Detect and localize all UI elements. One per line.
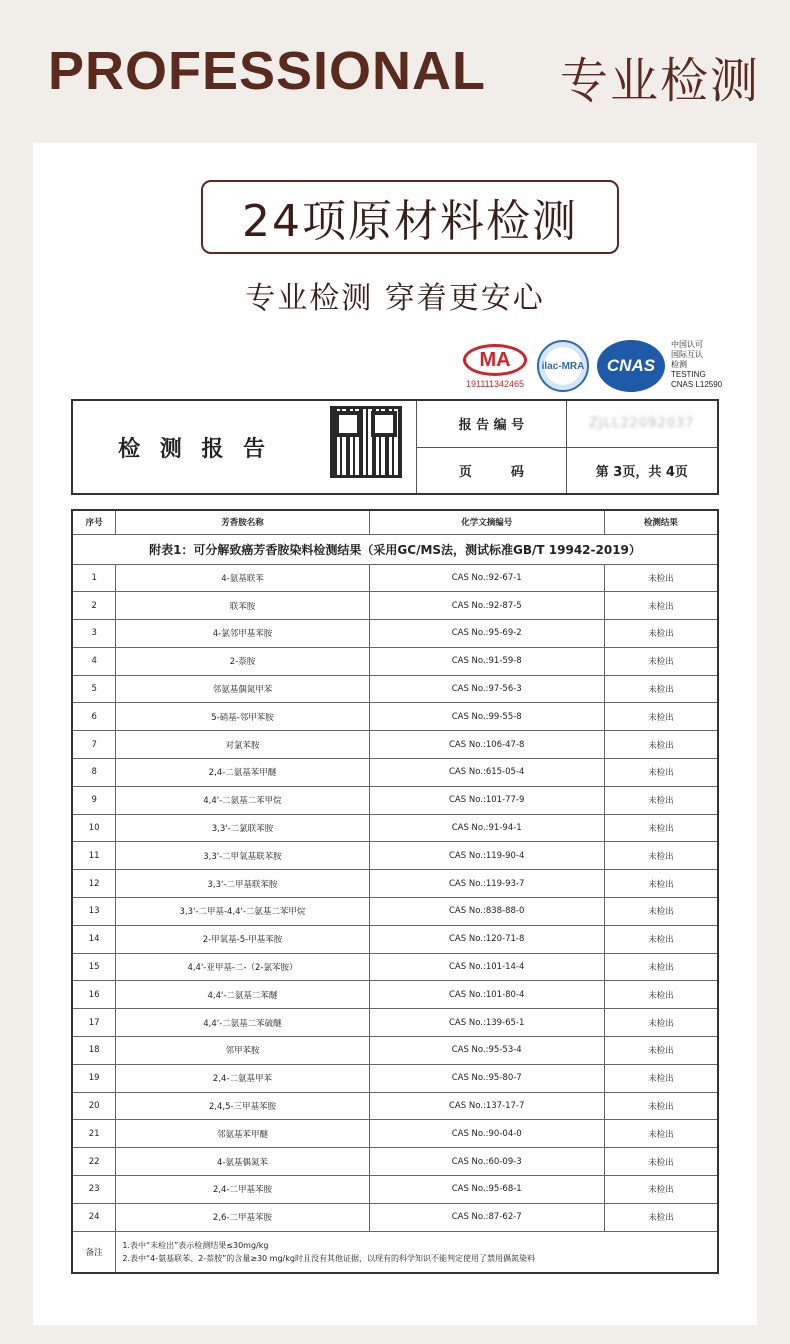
- amine-name: 3,3'-二氯联苯胺: [116, 814, 369, 842]
- test-result: 未检出: [604, 786, 718, 814]
- amine-name: 联苯胺: [116, 592, 369, 620]
- column-header: 序号: [72, 510, 116, 534]
- test-result: 未检出: [604, 620, 718, 648]
- page-header: [0, 0, 790, 140]
- table-row: [72, 1176, 718, 1204]
- row-index: 23: [72, 1176, 116, 1204]
- row-index: 16: [72, 981, 116, 1009]
- row-index: 14: [72, 925, 116, 953]
- cas-number: CAS No.:106-47-8: [369, 731, 604, 759]
- amine-name: 2,4-二氨基甲苯: [116, 1064, 369, 1092]
- cas-number: CAS No.:97-56-3: [369, 675, 604, 703]
- table-row: [72, 898, 718, 926]
- column-header: 化学文摘编号: [369, 510, 604, 534]
- cas-number: CAS No.:92-67-1: [369, 564, 604, 592]
- cas-number: CAS No.:91-94-1: [369, 814, 604, 842]
- row-index: 4: [72, 647, 116, 675]
- table-row: [72, 647, 718, 675]
- cas-number: CAS No.:87-62-7: [369, 1203, 604, 1231]
- table-row: [72, 870, 718, 898]
- banner-title-box: [201, 180, 619, 254]
- row-index: 2: [72, 592, 116, 620]
- amine-name: 2-甲氧基-5-甲基苯胺: [116, 925, 369, 953]
- test-result: 未检出: [604, 953, 718, 981]
- test-result: 未检出: [604, 1009, 718, 1037]
- column-header: 检测结果: [604, 510, 718, 534]
- table-row: [72, 1120, 718, 1148]
- results-table: [71, 509, 719, 1274]
- cnas-text-line: TESTING: [671, 370, 706, 379]
- cas-number: CAS No.:95-68-1: [369, 1176, 604, 1204]
- cnas-logo: CNAS: [597, 340, 665, 392]
- banner-subtitle: 专业检测 穿着更安心: [245, 281, 545, 316]
- column-header: 芳香胺名称: [116, 510, 369, 534]
- test-result: 未检出: [604, 814, 718, 842]
- table-row: [72, 564, 718, 592]
- cas-number: CAS No.:615-05-4: [369, 759, 604, 787]
- banner-title: 24项原材料检测: [242, 196, 578, 247]
- test-result: 未检出: [604, 675, 718, 703]
- amine-name: 3,3'-二甲氧基联苯胺: [116, 842, 369, 870]
- test-result: 未检出: [604, 870, 718, 898]
- note-label: 备注: [72, 1231, 116, 1273]
- cas-number: CAS No.:137-17-7: [369, 1092, 604, 1120]
- row-index: 7: [72, 731, 116, 759]
- amine-name: 4-氨基联苯: [116, 564, 369, 592]
- cas-number: CAS No.:90-04-0: [369, 1120, 604, 1148]
- amine-name: 4-氨基偶氮苯: [116, 1148, 369, 1176]
- cma-number: 191111342465: [465, 379, 525, 389]
- row-index: 1: [72, 564, 116, 592]
- report-info-table: [71, 399, 719, 495]
- test-result: 未检出: [604, 1148, 718, 1176]
- table-row: [72, 1203, 718, 1231]
- ilac-mra-logo: ilac-MRA: [537, 340, 589, 392]
- row-index: 8: [72, 759, 116, 787]
- test-result: 未检出: [604, 564, 718, 592]
- row-index: 11: [72, 842, 116, 870]
- cas-number: CAS No.:92-87-5: [369, 592, 604, 620]
- table-row: [72, 592, 718, 620]
- cas-number: CAS No.:139-65-1: [369, 1009, 604, 1037]
- amine-name: 2,6-二甲基苯胺: [116, 1203, 369, 1231]
- cas-number: CAS No.:91-59-8: [369, 647, 604, 675]
- cas-number: CAS No.:95-53-4: [369, 1037, 604, 1065]
- row-index: 21: [72, 1120, 116, 1148]
- test-result: 未检出: [604, 759, 718, 787]
- row-index: 18: [72, 1037, 116, 1065]
- row-index: 17: [72, 1009, 116, 1037]
- cas-number: CAS No.:60-09-3: [369, 1148, 604, 1176]
- table-row: [72, 842, 718, 870]
- test-result: 未检出: [604, 925, 718, 953]
- report-no-label: 报 告 编 号: [417, 400, 567, 447]
- row-index: 19: [72, 1064, 116, 1092]
- note-line: 1.表中“未检出”表示检测结果≤30mg/kg: [122, 1240, 269, 1250]
- row-index: 20: [72, 1092, 116, 1120]
- cnas-text-line: CNAS L12590: [671, 380, 723, 389]
- test-result: 未检出: [604, 842, 718, 870]
- row-index: 22: [72, 1148, 116, 1176]
- amine-name: 4,4'-二氨基二苯甲烷: [116, 786, 369, 814]
- certification-logos: [459, 340, 759, 396]
- report-no-value: [566, 400, 718, 447]
- report-document: [33, 143, 757, 1325]
- amine-name: 4,4'-亚甲基-二-（2-氯苯胺）: [116, 953, 369, 981]
- test-result: 未检出: [604, 592, 718, 620]
- test-result: 未检出: [604, 1064, 718, 1092]
- amine-name: 4,4'-二氨基二苯醚: [116, 981, 369, 1009]
- header-title-cn: 专业检测: [559, 53, 760, 109]
- report-no-value-text: ZJLL22092037: [589, 416, 695, 432]
- row-index: 24: [72, 1203, 116, 1231]
- cas-number: CAS No.:95-69-2: [369, 620, 604, 648]
- row-index: 6: [72, 703, 116, 731]
- table-row: [72, 1148, 718, 1176]
- report-title: 检 测 报 告: [118, 436, 272, 462]
- amine-name: 2,4-二甲基苯胺: [116, 1176, 369, 1204]
- table-row: [72, 1037, 718, 1065]
- cnas-text: [671, 340, 722, 390]
- amine-name: 3,3'-二甲基联苯胺: [116, 870, 369, 898]
- cnas-text-line: 国际互认: [671, 350, 703, 359]
- row-index: 15: [72, 953, 116, 981]
- qr-code-icon: [330, 406, 402, 478]
- cas-number: CAS No.:119-90-4: [369, 842, 604, 870]
- table-row: [72, 620, 718, 648]
- table-row: [72, 953, 718, 981]
- amine-name: 4,4'-二氨基二苯硫醚: [116, 1009, 369, 1037]
- test-result: 未检出: [604, 731, 718, 759]
- table-row: [72, 731, 718, 759]
- test-result: 未检出: [604, 981, 718, 1009]
- cma-logo-mark: MA: [463, 344, 527, 376]
- test-result: 未检出: [604, 1092, 718, 1120]
- test-result: 未检出: [604, 703, 718, 731]
- cnas-text-line: 检测: [671, 360, 687, 369]
- test-result: 未检出: [604, 1176, 718, 1204]
- amine-name: 2,4,5-三甲基苯胺: [116, 1092, 369, 1120]
- table-row: [72, 1064, 718, 1092]
- row-index: 13: [72, 898, 116, 926]
- report-title-cell: [72, 400, 417, 494]
- test-result: 未检出: [604, 1120, 718, 1148]
- table-row: [72, 1092, 718, 1120]
- test-result: 未检出: [604, 898, 718, 926]
- row-index: 10: [72, 814, 116, 842]
- cas-number: CAS No.:101-80-4: [369, 981, 604, 1009]
- cas-number: CAS No.:101-77-9: [369, 786, 604, 814]
- note-line: 2.表中“4-氨基联苯、2-萘胺”的含量≥30 mg/kg时且没有其他证据，以现有的科学知识不能判定使用了禁用偶氮染料: [122, 1253, 535, 1263]
- row-index: 9: [72, 786, 116, 814]
- cnas-text-line: 中国认可: [671, 340, 703, 349]
- amine-name: 邻甲苯胺: [116, 1037, 369, 1065]
- note-text: [116, 1231, 718, 1273]
- cas-number: CAS No.:120-71-8: [369, 925, 604, 953]
- cas-number: CAS No.:99-55-8: [369, 703, 604, 731]
- table-row: [72, 675, 718, 703]
- cma-logo: [459, 344, 531, 394]
- test-result: 未检出: [604, 647, 718, 675]
- page-label: 页 码: [417, 447, 567, 494]
- cas-number: CAS No.:119-93-7: [369, 870, 604, 898]
- table-row: [72, 925, 718, 953]
- cas-number: CAS No.:95-80-7: [369, 1064, 604, 1092]
- header-title-en: PROFESSIONAL: [48, 41, 487, 101]
- row-index: 3: [72, 620, 116, 648]
- cas-number: CAS No.:838-88-0: [369, 898, 604, 926]
- test-result: 未检出: [604, 1037, 718, 1065]
- row-index: 5: [72, 675, 116, 703]
- amine-name: 2-萘胺: [116, 647, 369, 675]
- table-row: [72, 703, 718, 731]
- amine-name: 5-硝基-邻甲苯胺: [116, 703, 369, 731]
- amine-name: 对氯苯胺: [116, 731, 369, 759]
- amine-name: 邻氨基苯甲醚: [116, 1120, 369, 1148]
- test-result: 未检出: [604, 1203, 718, 1231]
- cas-number: CAS No.:101-14-4: [369, 953, 604, 981]
- amine-name: 4-氯邻甲基苯胺: [116, 620, 369, 648]
- row-index: 12: [72, 870, 116, 898]
- table-row: [72, 981, 718, 1009]
- table-row: [72, 814, 718, 842]
- table-row: [72, 759, 718, 787]
- amine-name: 邻氨基偶氮甲苯: [116, 675, 369, 703]
- amine-name: 3,3'-二甲基-4,4'-二氨基二苯甲烷: [116, 898, 369, 926]
- table-row: [72, 1009, 718, 1037]
- results-caption: 附表1：可分解致癌芳香胺染料检测结果（采用GC/MS法，测试标准GB/T 19942-2019）: [72, 534, 718, 564]
- page-value: 第 3页，共 4页: [566, 447, 718, 494]
- amine-name: 2,4-二氨基苯甲醚: [116, 759, 369, 787]
- table-row: [72, 786, 718, 814]
